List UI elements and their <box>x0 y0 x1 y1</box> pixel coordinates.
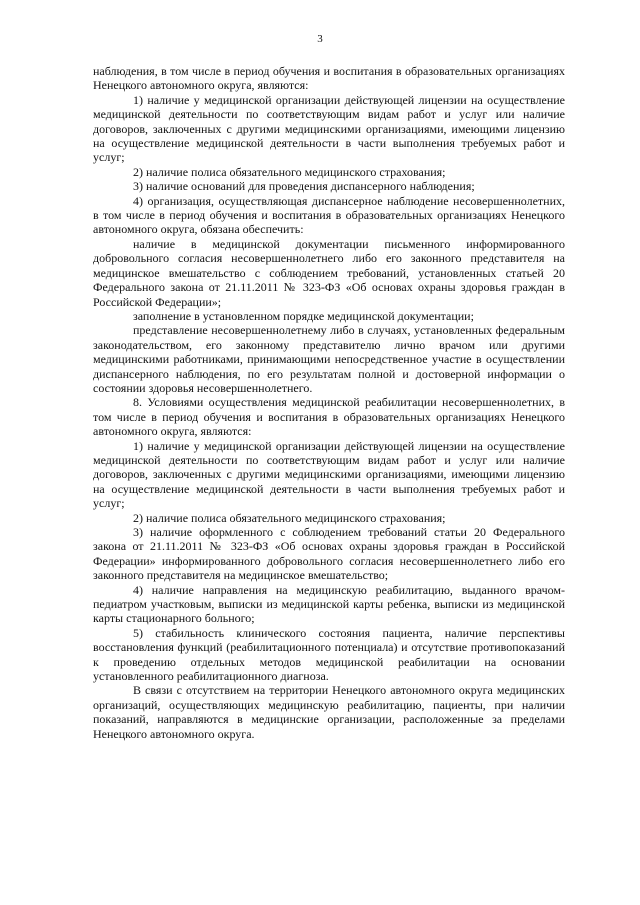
paragraph: наблюдения, в том числе в период обучения и воспитания в образовательных организациях Ненецкого автономного округа, являются: <box>93 64 565 93</box>
paragraph: 4) организация, осуществляющая диспансерное наблюдение несовершеннолетних, в том числе в период обучения и воспитания в образовательных организациях Ненецкого автономного округа, обязана обеспечить: <box>93 193 565 237</box>
document-body <box>93 64 565 741</box>
paragraph: 2) наличие полиса обязательного медицинского страхования; <box>133 164 446 179</box>
paragraph: 4) наличие направления на медицинскую реабилитацию, выданного врачом-педиатром участковым, выписки из медицинской карты ребенка, выписки из медицинской карты стационарного больного; <box>93 582 565 626</box>
paragraph: 5) стабильность клинического состояния пациента, наличие перспективы восстановления функций (реабилитационного потенциала) и отсутствие противопоказаний к проведению отдельных методов медицинской реабилитации на основании установленного реабилитационного диагноза. <box>93 625 565 684</box>
paragraph: 2) наличие полиса обязательного медицинского страхования; <box>133 510 446 525</box>
paragraph: 8. Условиями осуществления медицинской реабилитации несовершеннолетних, в том числе в период обучения и воспитания в образовательных организациях Ненецкого автономного округа, являются: <box>93 395 565 439</box>
paragraph: представление несовершеннолетнему либо в случаях, установленных федеральным законодательством, его законному представителю лично врачом или другими медицинскими работниками, принимающими непосредственное участие в осуществлении диспансерного наблюдения, по его результатам полной и достоверной информации о состоянии здоровья несовершеннолетнего. <box>93 323 565 395</box>
paragraph: 3) наличие оформленного с соблюдением требований статьи 20 Федерального закона от 21.11.2011 № 323-ФЗ «Об основах охраны здоровья граждан в Российской Федерации» информированного добровольного согласия несовершеннолетнего либо его законного представителя на медицинское вмешательство; <box>93 525 565 583</box>
paragraph: заполнение в установленном порядке медицинской документации; <box>133 308 474 323</box>
page-number: 3 <box>317 33 323 45</box>
paragraph: наличие в медицинской документации письменного информированного добровольного согласия несовершеннолетнего либо его законного представителя на медицинское вмешательство с соблюдением требований, установленных статьей 20 Федерального закона от 21.11.2011 № 323-ФЗ «Об основах охраны здоровья граждан в Российской Федерации»; <box>93 236 565 309</box>
paragraph: В связи с отсутствием на территории Ненецкого автономного округа медицинских организаций, осуществляющих медицинскую реабилитацию, пациенты, при наличии показаний, направляются в медицинские организации, расположенные за пределами Ненецкого автономного округа. <box>93 683 565 741</box>
paragraph: 1) наличие у медицинской организации действующей лицензии на осуществление медицинской деятельности по соответствующим видам работ и услуг или наличие договоров, заключенных с другими медицинскими организациями, имеющими лицензию на осуществление медицинской деятельности в части выполнения требуемых работ и услуг; <box>93 438 565 511</box>
paragraph: 3) наличие оснований для проведения диспансерного наблюдения; <box>133 179 475 194</box>
paragraph: 1) наличие у медицинской организации действующей лицензии на осуществление медицинской деятельности по соответствующим видам работ и услуг или наличие договоров, заключенных с другими медицинскими организациями, имеющими лицензию на осуществление медицинской деятельности в части выполнения требуемых работ и услуг; <box>93 92 565 165</box>
